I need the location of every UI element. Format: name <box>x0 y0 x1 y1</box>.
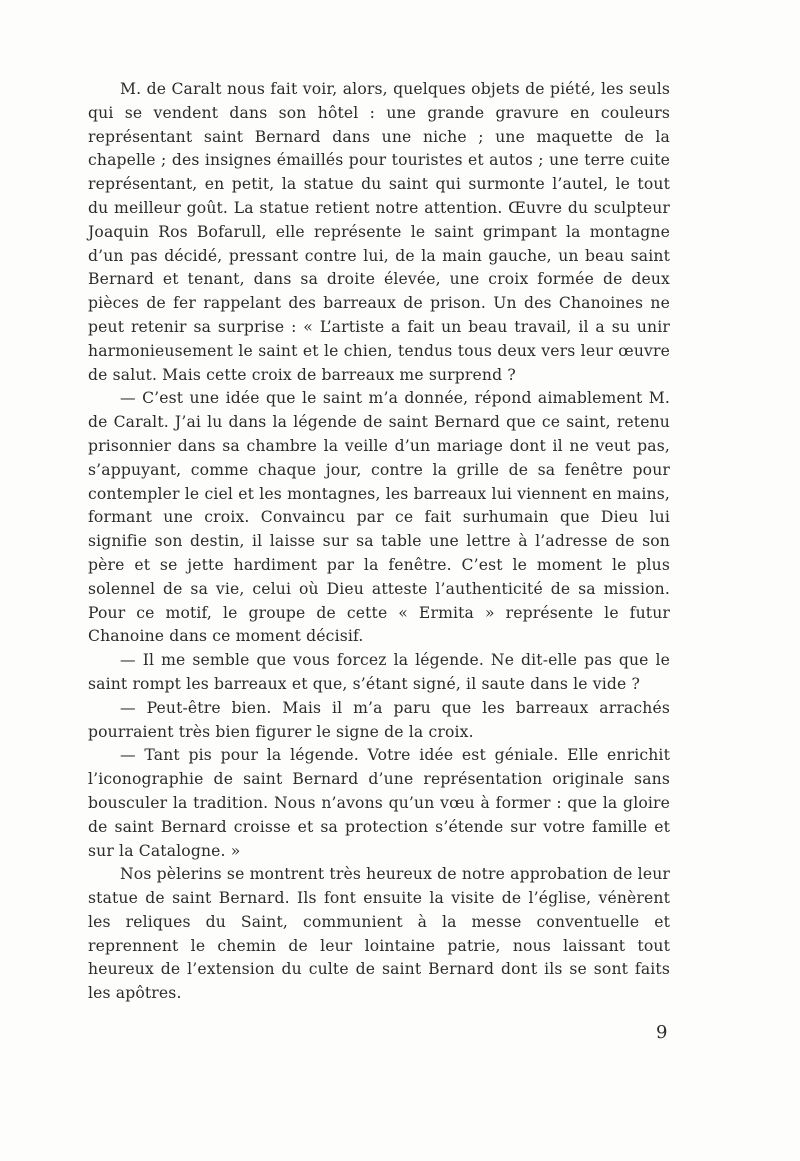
paragraph: — Peut-être bien. Mais il m’a paru que les barreaux arrachés pourraient très bien figurer le signe de la croix. <box>88 698 670 741</box>
paragraph: — C’est une idée que le saint m’a donnée, répond aimablement M. de Caralt. J’ai lu dans la légende de saint Bernard que ce saint, retenu prisonnier dans sa chambre la veille d’un mariage dont il ne veut pas, s’appuyant, comme chaque jour, contre la grille de sa fenêtre pour contempler le ciel et les montagnes, les barreaux lui viennent en mains, formant une croix. Convaincu par ce fait surhumain que Dieu lui signifie son destin, il laisse sur sa table une lettre à l’adresse de son père et se jette hardiment par la fenêtre. C’est le moment le plus solennel de sa vie, celui où Dieu atteste l’authenticité de sa mission. Pour ce motif, le groupe de cette « Ermita » représente le futur Chanoine dans ce moment décisif. <box>88 389 670 646</box>
paragraph: — Tant pis pour la légende. Votre idée est géniale. Elle enrichit l’iconographie de saint Bernard d’une représentation originale sans bousculer la tradition. Nous n’avons qu’un vœu à former : que la gloire de saint Bernard croisse et sa protection s’étende sur votre famille et sur la Catalogne. » <box>88 746 670 860</box>
page-number: 9 <box>656 1022 668 1043</box>
body-text <box>88 78 670 1006</box>
paragraph: M. de Caralt nous fait voir, alors, quelques objets de piété, les seuls qui se vendent dans son hôtel : une grande gravure en couleurs représentant saint Bernard dans une niche ; une maquette de la chapelle ; des insignes émaillés pour touristes et autos ; une terre cuite représentant, en petit, la statue du saint qui surmonte l’autel, le tout du meilleur goût. La statue retient notre attention. Œuvre du sculpteur Joaquin Ros Bofarull, elle représente le saint grimpant la montagne d’un pas décidé, pressant contre lui, de la main gauche, un beau saint Bernard et tenant, dans sa droite élevée, une croix formée de deux pièces de fer rappelant des barreaux de prison. Un des Chanoines ne peut retenir sa surprise : « L’artiste a fait un beau travail, il a su unir harmonieusement le saint et le chien, tendus tous deux vers leur œuvre de salut. Mais cette croix de barreaux me surprend ? <box>88 80 670 384</box>
paragraph: — Il me semble que vous forcez la légende. Ne dit-elle pas que le saint rompt les barreaux et que, s’étant signé, il saute dans le vide ? <box>88 651 670 693</box>
paragraph: Nos pèlerins se montrent très heureux de notre approbation de leur statue de saint Bernard. Ils font ensuite la visite de l’église, vénèrent les reliques du Saint, communient à la messe conventuelle et reprennent le chemin de leur lointaine patrie, nous laissant tout heureux de l’extension du culte de saint Bernard dont ils se sont faits les apôtres. <box>88 865 670 1003</box>
